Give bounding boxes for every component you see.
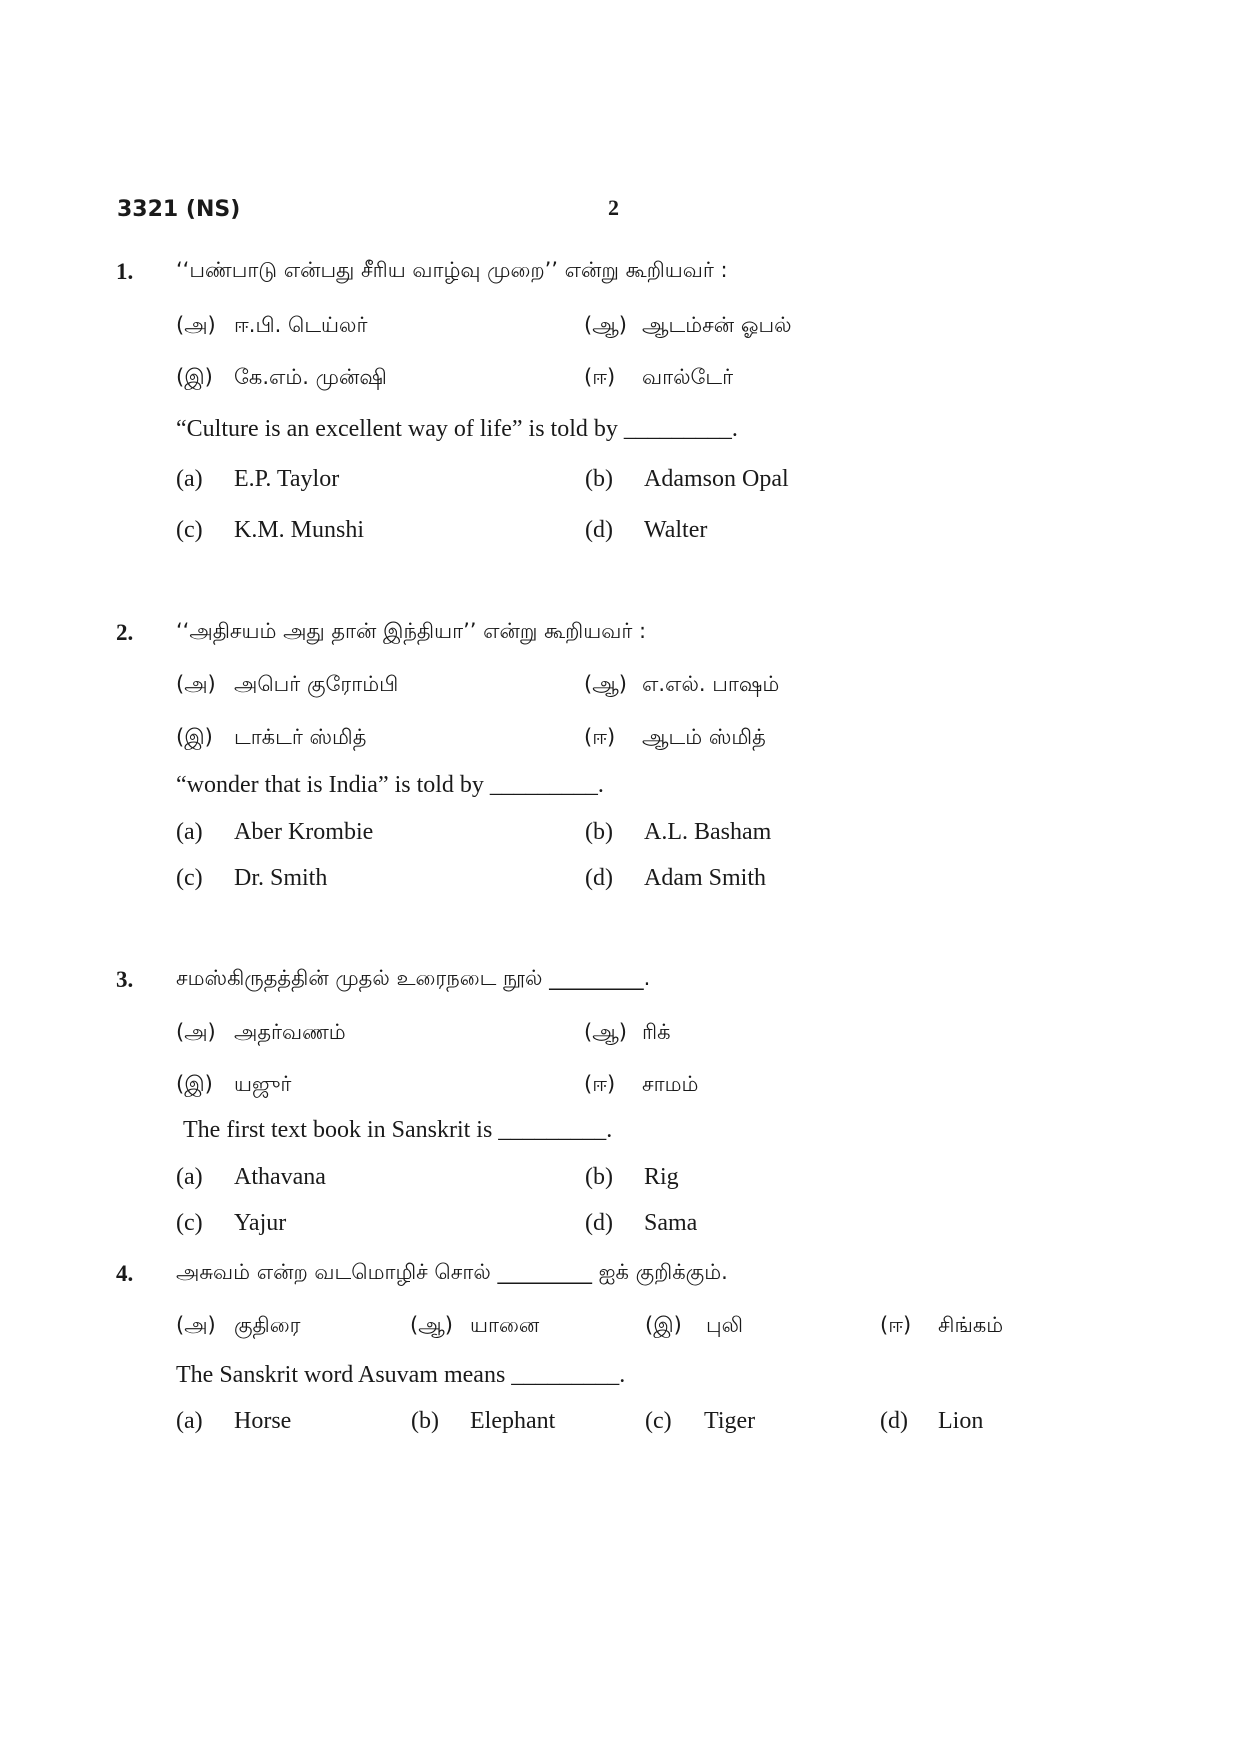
- english-option-text: Sama: [644, 1210, 698, 1236]
- tamil-option-label: (ஈ): [584, 725, 616, 749]
- english-question: “Culture is an excellent way of life” is told by _________.: [176, 416, 738, 442]
- english-option-text: Walter: [644, 517, 708, 543]
- english-option-label: (c): [176, 865, 203, 891]
- tamil-option-label: (இ): [176, 725, 213, 749]
- english-option-label: (b): [585, 819, 613, 845]
- english-option-text: Tiger: [704, 1408, 756, 1434]
- english-option-text: Lion: [938, 1408, 984, 1434]
- english-option-label: (c): [176, 1210, 203, 1236]
- english-option-label: (d): [880, 1408, 908, 1434]
- english-option-label: (d): [585, 1210, 613, 1236]
- tamil-option-text: சாமம்: [642, 1072, 699, 1096]
- tamil-question: சமஸ்கிருதத்தின் முதல் உரைநடை நூல் _________.: [176, 966, 651, 990]
- question-number: 4.: [116, 1261, 134, 1286]
- english-option-label: (d): [585, 517, 613, 543]
- tamil-option-text: ஈ.பி. டெய்லர்: [234, 313, 368, 337]
- tamil-option-text: வால்டேர்: [642, 365, 734, 389]
- tamil-option-text: கே.எம். முன்ஷி: [234, 365, 387, 389]
- question-number: 3.: [116, 967, 134, 992]
- tamil-option-text: யானை: [470, 1313, 540, 1337]
- english-question: “wonder that is India” is told by _________.: [176, 772, 604, 798]
- page-number: 2: [608, 195, 619, 220]
- english-option-text: Horse: [234, 1408, 292, 1434]
- english-option-text: K.M. Munshi: [234, 517, 365, 543]
- tamil-option-label: (ஈ): [880, 1313, 912, 1337]
- english-option-label: (c): [176, 517, 203, 543]
- english-option-text: Dr. Smith: [234, 865, 328, 891]
- tamil-option-text: அபெர் குரோம்பி: [234, 672, 399, 696]
- english-question: The first text book in Sanskrit is _________.: [183, 1117, 613, 1143]
- english-option-text: Rig: [644, 1164, 679, 1190]
- english-option-label: (a): [176, 1164, 203, 1190]
- english-option-label: (c): [645, 1408, 672, 1434]
- tamil-option-label: (ஈ): [584, 365, 616, 389]
- tamil-option-label: (அ): [176, 313, 216, 337]
- english-question: The Sanskrit word Asuvam means _________.: [176, 1362, 626, 1388]
- tamil-option-label: (ஆ): [584, 313, 627, 337]
- tamil-option-text: சிங்கம்: [938, 1313, 1004, 1337]
- english-option-label: (b): [411, 1408, 439, 1434]
- english-option-text: Adamson Opal: [644, 466, 789, 492]
- tamil-option-label: (ஆ): [584, 1020, 627, 1044]
- tamil-option-label: (அ): [176, 1313, 216, 1337]
- tamil-option-label: (ஆ): [410, 1313, 453, 1337]
- tamil-option-text: ஆடம் ஸ்மித்: [642, 725, 766, 749]
- tamil-option-text: புலி: [706, 1313, 744, 1337]
- tamil-option-label: (அ): [176, 1020, 216, 1044]
- tamil-option-label: (இ): [645, 1313, 682, 1337]
- english-option-label: (d): [585, 865, 613, 891]
- tamil-option-text: அதர்வணம்: [234, 1020, 346, 1044]
- tamil-option-text: குதிரை: [234, 1313, 301, 1337]
- english-option-label: (b): [585, 466, 613, 492]
- english-option-label: (b): [585, 1164, 613, 1190]
- english-option-text: Adam Smith: [644, 865, 767, 891]
- tamil-option-label: (இ): [176, 365, 213, 389]
- tamil-question: ‘‘அதிசயம் அது தான் இந்தியா’’ என்று கூறியவர் :: [176, 619, 647, 643]
- question-number: 1.: [116, 259, 134, 284]
- english-option-label: (a): [176, 1408, 203, 1434]
- english-option-text: Aber Krombie: [234, 819, 374, 845]
- english-option-label: (a): [176, 466, 203, 492]
- tamil-option-text: டாக்டர் ஸ்மித்: [234, 725, 367, 749]
- tamil-question: அசுவம் என்ற வடமொழிச் சொல் _________ ஐக் குறிக்கும்.: [176, 1260, 728, 1284]
- tamil-option-label: (ஆ): [584, 672, 627, 696]
- tamil-option-text: ஆடம்சன் ஓபல்: [642, 313, 792, 337]
- tamil-option-text: எ.எல். பாஷம்: [642, 672, 780, 696]
- english-option-label: (a): [176, 819, 203, 845]
- tamil-question: ‘‘பண்பாடு என்பது சீரிய வாழ்வு முறை’’ என்று கூறியவர் :: [176, 258, 728, 282]
- question-number: 2.: [116, 620, 134, 645]
- tamil-option-text: யஜுர்: [234, 1072, 292, 1096]
- english-option-text: Elephant: [470, 1408, 556, 1434]
- english-option-text: Athavana: [234, 1164, 326, 1190]
- paper-code: 3321 (NS): [117, 197, 241, 222]
- tamil-option-label: (அ): [176, 672, 216, 696]
- tamil-option-label: (ஈ): [584, 1072, 616, 1096]
- tamil-option-text: ரிக்: [642, 1020, 671, 1044]
- english-option-text: E.P. Taylor: [234, 466, 340, 492]
- english-option-text: A.L. Basham: [644, 819, 772, 845]
- tamil-option-label: (இ): [176, 1072, 213, 1096]
- english-option-text: Yajur: [234, 1210, 287, 1236]
